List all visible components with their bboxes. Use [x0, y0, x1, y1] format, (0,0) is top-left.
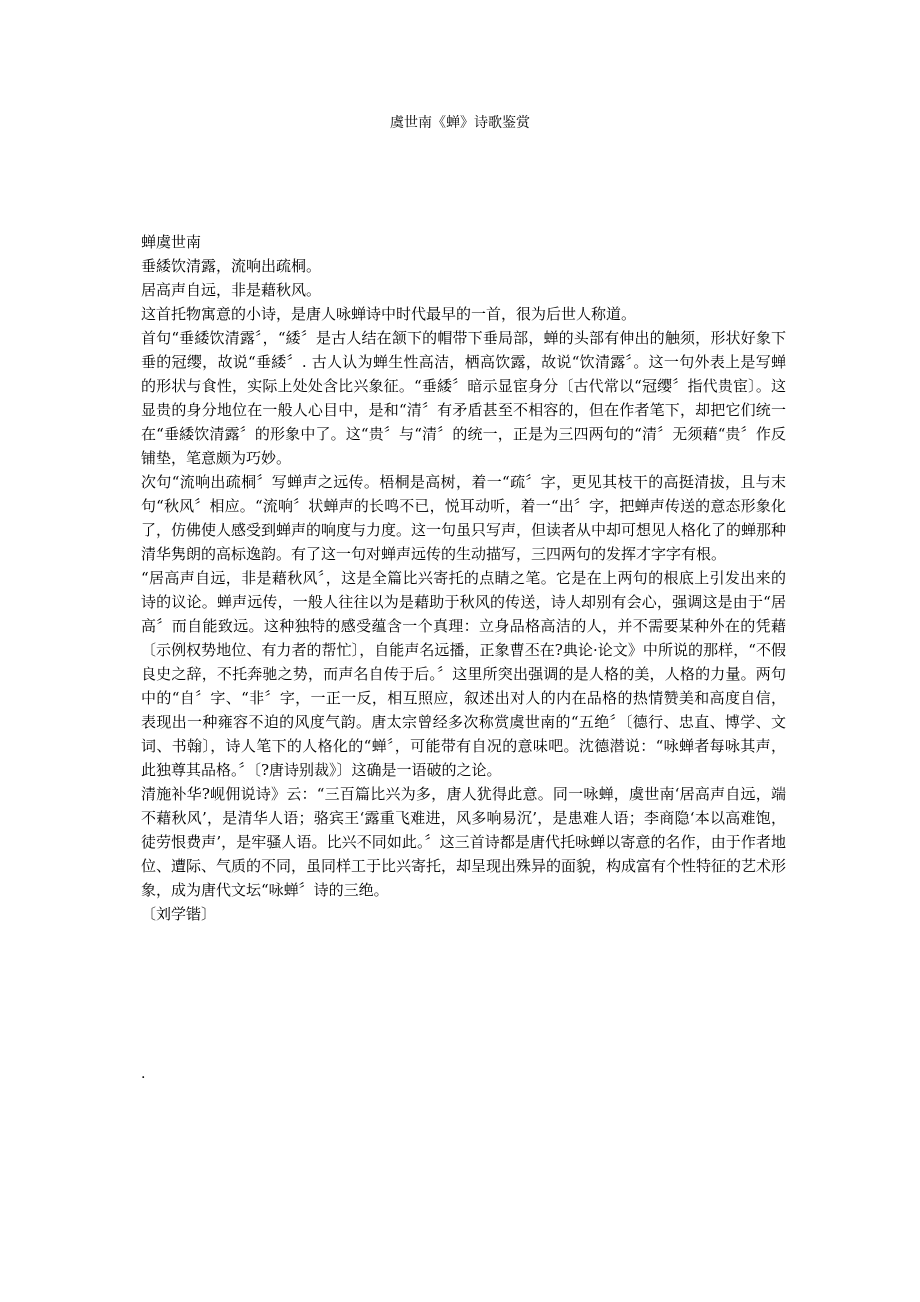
- poem-heading: 蝉虞世南: [141, 233, 202, 251]
- article-body: [141, 230, 786, 926]
- page-title: 虞世南《蝉》诗歌鉴赏: [390, 115, 530, 131]
- end-mark: .: [141, 1066, 146, 1082]
- paragraph-intro: 这首托物寓意的小诗，是唐人咏蝉诗中时代最早的一首，很为后世人称道。: [141, 305, 637, 323]
- poem-line-2: 居高声自远，非是藉秋风。: [141, 281, 322, 299]
- paragraph-comparison: 清施补华?岘佣说诗》云：“三百篇比兴为多，唐人犹得此意。同一咏蝉，虞世南‘居高声自远，端不藉秋风’，是清华人语；骆宾王‘露重飞难进，风多响易沉’，是患难人语；李商隐‘本以高难饱，徒劳恨费声’，是牢骚人语。比兴不同如此。〞这三首诗都是唐代托咏蝉以寄意的名作，由于作者地位、遭际、气质的不同，虽同样工于比兴寄托，却呈现出殊异的面貌，构成富有个性特征的艺术形象，成为唐代文坛“咏蝉〞诗的三绝。: [141, 785, 787, 899]
- poem-line-1: 垂緌饮清露，流响出疏桐。: [141, 257, 322, 275]
- paragraph-third-fourth-lines: “居高声自远，非是藉秋风〞，这是全篇比兴寄托的点睛之笔。它是在上两句的根底上引发出来的诗的议论。蝉声远传，一般人往往以为是藉助于秋风的传送，诗人却别有会心，强调这是由于“居高〞而自能致远。这种独特的感受蕴含一个真理：立身品格高洁的人，并不需要某种外在的凭藉〔示例权势地位、有力者的帮忙〕，自能声名远播，正象曹丕在?典论·论文》中所说的那样，“不假良史之辞，不托奔驰之势，而声名自传于后。〞这里所突出强调的是人格的美，人格的力量。两句中的“自〞字、“非〞字，一正一反，相互照应，叙述出对人的内在品格的热情赞美和高度自信，表现出一种雍容不迫的风度气韵。唐太宗曾经多次称赏虞世南的“五绝〞〔德行、忠直、博学、文词、书翰〕，诗人笔下的人格化的“蝉〞，可能带有自况的意味吧。沈德潜说：“咏蝉者每咏其声，此独尊其品格。〞〔?唐诗别裁》〕这确是一语破的之论。: [141, 569, 786, 779]
- paragraph-first-line: 首句“垂緌饮清露〞，“緌〞是古人结在颔下的帽带下垂局部，蝉的头部有伸出的触须，形状好象下垂的冠缨，故说“垂緌〞. 古人认为蝉生性高洁，栖高饮露，故说“饮清露〞。这一句外表上是写蝉的形状与食性，实际上处处含比兴象征。“垂緌〞暗示显宦身分〔古代常以“冠缨〞指代贵宦〕。这显贵的身分地位在一般人心目中，是和“清〞有矛盾甚至不相容的，但在作者笔下，却把它们统一在“垂緌饮清露〞的形象中了。这“贵〞与“清〞的统一，正是为三四两句的“清〞无须藉“贵〞作反铺垫，笔意颇为巧妙。: [141, 329, 786, 467]
- paragraph-second-line: 次句“流响出疏桐〞写蝉声之远传。梧桐是高树，着一“疏〞字，更见其枝干的高挺清拔，且与末句“秋风〞相应。“流响〞状蝉声的长鸣不已，悦耳动听，着一“出〞字，把蝉声传送的意态形象化了，仿佛使人感受到蝉声的响度与力度。这一句虽只写声，但读者从中却可想见人格化了的蝉那种清华隽朗的高标逸韵。有了这一句对蝉声远传的生动描写，三四两句的发挥才字字有根。: [141, 473, 787, 563]
- author-attribution: 〔刘学锴〕: [141, 905, 217, 923]
